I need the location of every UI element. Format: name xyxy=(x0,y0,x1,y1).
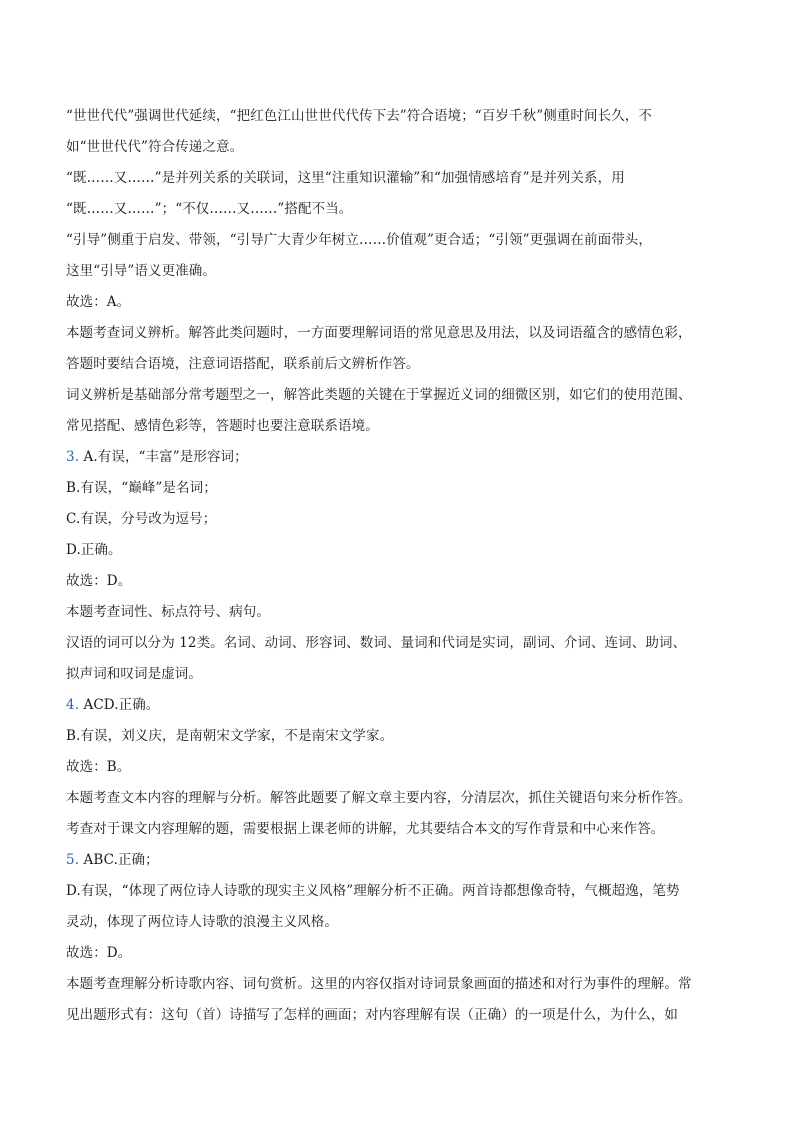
answer-analysis-text xyxy=(66,101,730,1031)
question-number-4: 4. xyxy=(66,697,80,713)
text-line: 故选：D。 xyxy=(66,945,132,961)
text-line: 见出题形式有：这句（首）诗描写了怎样的画面；对内容理解有误（正确）的一项是什么，为什么，如 xyxy=(66,1007,678,1023)
question-5-line xyxy=(66,845,730,876)
text-line: 故选：D。 xyxy=(66,573,132,589)
text-line: 本题考查词义辨析。解答此类问题时，一方面要理解词语的常见意思及用法，以及词语蕴含的感情色彩， xyxy=(66,325,692,341)
text-line: 词义辨析是基础部分常考题型之一，解答此类题的关键在于掌握近义词的细微区别，如它们的使用范围、 xyxy=(66,387,692,403)
text-line: 本题考查文本内容的理解与分析。解答此题要了解文章主要内容，分清层次，抓住关键语句来分析作答。 xyxy=(66,790,692,806)
question-number-5: 5. xyxy=(66,852,80,868)
text-line: ABC.正确； xyxy=(83,852,159,868)
text-line: 故选：A。 xyxy=(66,294,131,310)
text-line: “既……又……”是并列关系的关联词，这里“注重知识灌输”和“加强情感培育”是并列关系，用 xyxy=(66,170,625,186)
text-line: 本题考查理解分析诗歌内容、词句赏析。这里的内容仅指对诗词景象画面的描述和对行为事件的理解。常 xyxy=(66,976,692,992)
question-3-line xyxy=(66,442,730,473)
text-line: 常见搭配、感情色彩等，答题时也要注意联系语境。 xyxy=(66,418,379,434)
text-line: 本题考查词性、标点符号、病句。 xyxy=(66,604,270,620)
text-line: 考查对于课文内容理解的题，需要根据上课老师的讲解，尤其要结合本文的写作背景和中心来作答。 xyxy=(66,821,665,837)
text-line: A.有误，“丰富”是形容词； xyxy=(83,449,248,465)
text-line: 这里“引导”语义更准确。 xyxy=(66,263,217,279)
text-line: 答题时要结合语境，注意词语搭配，联系前后文辨析作答。 xyxy=(66,356,420,372)
text-line: 拟声词和叹词是虚词。 xyxy=(66,666,202,682)
text-line: 故选：B。 xyxy=(66,759,131,775)
text-line: B.有误，刘义庆，是南朝宋文学家，不是南宋文学家。 xyxy=(66,728,394,744)
text-line: B.有误，“巅峰”是名词； xyxy=(66,480,217,496)
text-line: 汉语的词可以分为 12类。名词、动词、形容词、数词、量词和代词是实词，副词、介词、连词、助词、 xyxy=(66,635,687,651)
text-line: “引导”侧重于启发、带领，“引导广大青少年树立……价值观”更合适；“引领”更强调在前面带头， xyxy=(66,232,653,248)
text-line: C.有误，分号改为逗号； xyxy=(66,511,217,527)
text-line: 如“世世代代”符合传递之意。 xyxy=(66,139,244,155)
question-4-line xyxy=(66,690,730,721)
text-line: D.正确。 xyxy=(66,542,122,558)
text-line: ACD.正确。 xyxy=(83,697,160,713)
text-line: D.有误，“体现了两位诗人诗歌的现实主义风格”理解分析不正确。两首诗都想像奇特，气概超逸，笔势 xyxy=(66,883,680,899)
question-number-3: 3. xyxy=(66,449,80,465)
text-line: 灵动，体现了两位诗人诗歌的浪漫主义风格。 xyxy=(66,914,338,930)
text-line: “世世代代”强调世代延续，“把红色江山世世代代传下去”符合语境；“百岁千秋”侧重时间长久，不 xyxy=(66,108,653,124)
text-line: “既……又……”；“不仅……又……”搭配不当。 xyxy=(66,201,353,217)
